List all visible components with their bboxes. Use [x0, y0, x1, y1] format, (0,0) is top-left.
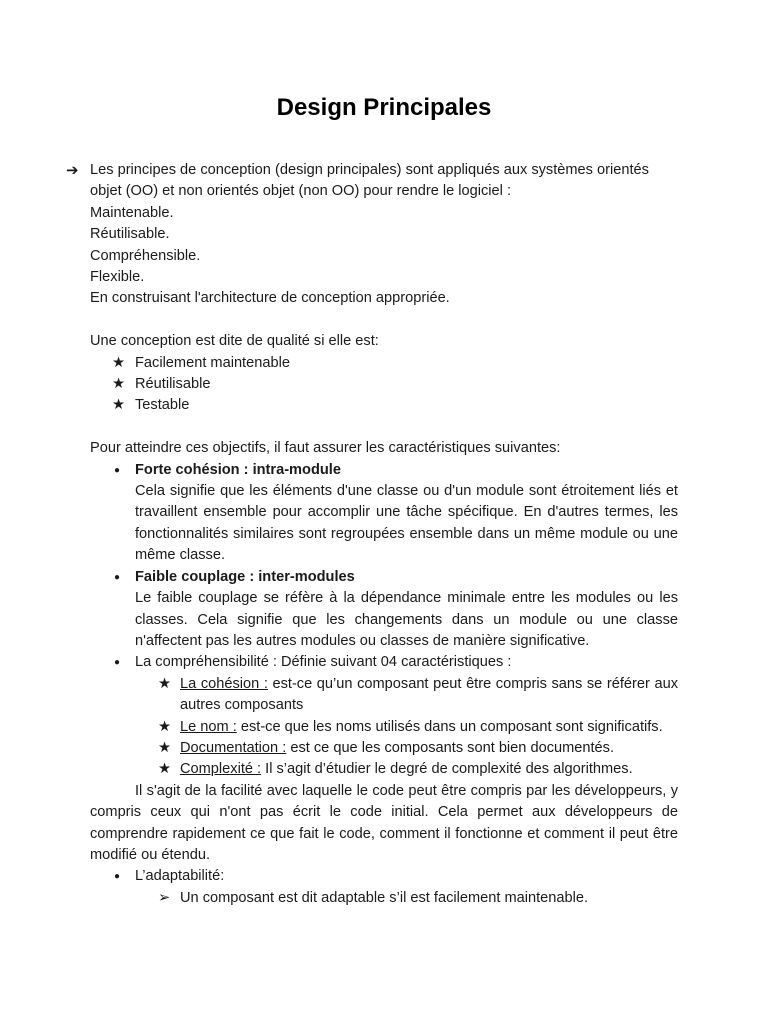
page-title: Design Principales — [276, 94, 492, 121]
term-label: La cohésion : — [180, 675, 268, 692]
bullet-icon: ● — [114, 871, 121, 883]
star-icon: ★ — [112, 376, 126, 393]
adaptability-text: Un composant est dit adaptable s’il est facilement maintenable. — [180, 889, 589, 906]
list-item-text: Testable — [135, 397, 190, 414]
coupling-text: Le faible couplage se réfère à la dépendance minimale entre les modules ou les classes. Cela signifie que les changements dans un module ou une classe n'affectent pas les autres modules ou classes de manière significative. — [135, 590, 678, 649]
star-icon: ★ — [158, 739, 172, 756]
bullet-icon: ● — [114, 464, 121, 476]
star-icon: ★ — [112, 397, 126, 414]
list-item — [90, 374, 678, 395]
term-text: est-ce que les noms utilisés dans un composant sont significatifs. — [236, 718, 663, 735]
intro-line: Réutilisable. — [90, 226, 170, 243]
list-item-adaptability — [90, 866, 678, 887]
intro-block — [66, 160, 678, 310]
adaptability-sublist — [90, 888, 678, 909]
term-text: Il s’agit d’étudier le degré de complexité des algorithmes. — [261, 761, 633, 778]
coupling-title: Faible couplage : inter-modules — [135, 568, 355, 585]
intro-line: Compréhensible. — [90, 247, 201, 264]
document-body — [66, 160, 678, 909]
adaptability-list — [90, 866, 678, 887]
quality-list — [90, 353, 678, 417]
term-text: est-ce qu’un composant peut être compris sans se référer aux autres composants — [180, 675, 678, 714]
list-item — [90, 888, 678, 909]
term-label: Documentation : — [180, 739, 287, 756]
intro-line: En construisant l'architecture de conception appropriée. — [90, 290, 450, 307]
intro-line: objet (OO) et non orientés objet (non OO) pour rendre le logiciel : — [90, 183, 512, 200]
arrowhead-icon: ➢ — [158, 889, 171, 906]
list-item-text: Réutilisable — [135, 376, 211, 393]
star-icon: ★ — [112, 354, 126, 371]
intro-line: Maintenable. — [90, 204, 174, 221]
star-icon: ★ — [158, 675, 172, 692]
objectives-list — [90, 460, 678, 674]
quality-heading: Une conception est dite de qualité si elle est: — [90, 333, 379, 350]
list-item — [90, 395, 678, 416]
comprehensibility-title: La compréhensibilité : Définie suivant 04 caractéristiques : — [135, 654, 512, 671]
arrow-icon: ➔ — [66, 162, 79, 179]
list-item — [90, 717, 678, 738]
star-icon: ★ — [158, 761, 172, 778]
adaptability-title: L’adaptabilité: — [135, 868, 225, 885]
cohesion-title: Forte cohésion : intra-module — [135, 461, 341, 478]
comprehensibility-paragraph: Il s'agit de la facilité avec laquelle le code peut être compris par les développeurs, y compris ceux qui n'ont pas écrit le code initial. Cela permet aux développeurs de comprendre rapidement ce que fait le code, comment il fonctionne et comment il peut être modifié ou étendu. — [90, 782, 678, 863]
list-item-text: Facilement maintenable — [135, 354, 290, 371]
intro-line: Les principes de conception (design principales) sont appliqués aux systèmes orientés — [90, 162, 649, 178]
list-item — [90, 674, 678, 717]
objectives-heading: Pour atteindre ces objectifs, il faut assurer les caractéristiques suivantes: — [90, 440, 561, 457]
bullet-icon: ● — [114, 571, 121, 583]
list-item — [90, 738, 678, 759]
comprehensibility-list — [90, 674, 678, 781]
star-icon: ★ — [158, 718, 172, 735]
intro-line: Flexible. — [90, 269, 145, 286]
list-item-cohesion — [90, 460, 678, 567]
term-label: Le nom : — [180, 718, 237, 735]
bullet-icon: ● — [114, 657, 121, 669]
list-item — [90, 759, 678, 780]
term-text: est ce que les composants sont bien documentés. — [286, 739, 615, 756]
list-item-comprehensibility — [90, 652, 678, 673]
list-item — [90, 353, 678, 374]
cohesion-text: Cela signifie que les éléments d'une classe ou d'un module sont étroitement liés et travaillent ensemble pour accomplir une tâche spécifique. En d'autres termes, les fonctionnalités similaires sont regroupées ensemble dans un même module ou une même classe. — [135, 483, 678, 564]
term-label: Complexité : — [180, 761, 262, 778]
list-item-coupling — [90, 567, 678, 653]
